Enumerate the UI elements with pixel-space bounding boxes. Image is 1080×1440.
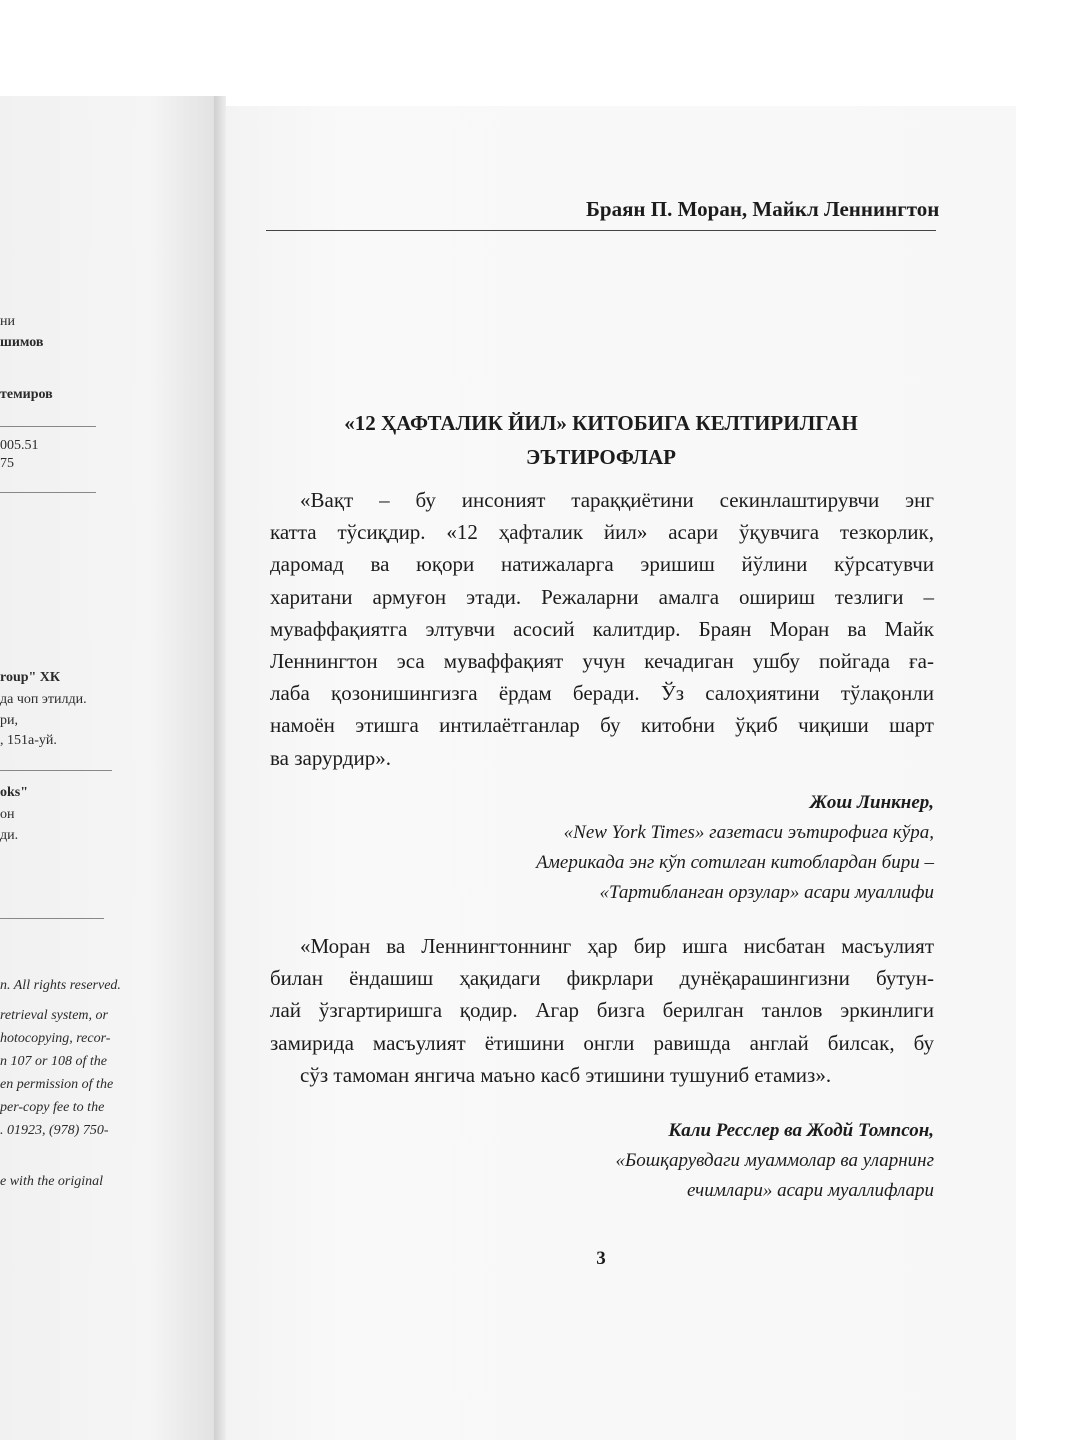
- left-page-line: 005.51: [0, 438, 39, 453]
- left-page-line: он: [0, 807, 15, 822]
- attribution-name: Жош Линкнер,: [809, 792, 934, 813]
- quote-line: харитани армуғон этади. Режаларни амалга ошириш тезлиги –: [270, 584, 934, 609]
- left-page-line: 75: [0, 456, 14, 471]
- left-page-line: roup" ХК: [0, 670, 61, 685]
- left-page-line: retrieval system, or: [0, 1008, 108, 1023]
- left-page-line: темиров: [0, 387, 53, 402]
- left-page-line: n 107 or 108 of the: [0, 1054, 107, 1069]
- book-gutter: [214, 96, 226, 1440]
- quote-line: «Моран ва Леннингтоннинг ҳар бир ишга нисбатан масъулият: [300, 934, 934, 958]
- left-page-line: , 151а-уй.: [0, 733, 57, 748]
- quote-line: лай ўзгартиришга қодир. Агар бизга берилган танлов эркинлиги: [270, 998, 934, 1023]
- left-page-line: ди.: [0, 828, 19, 843]
- title-line: ЭЪТИРОФЛАР: [525, 445, 677, 469]
- left-page-divider: [0, 426, 96, 427]
- attribution-line: «Бошқарувдаги муаммолар ва уларнинг: [615, 1150, 934, 1171]
- quote-line: «Вақт – бу инсоният тараққиётини секинлаштирувчи энг: [300, 488, 934, 512]
- left-page-line: . 01923, (978) 750-: [0, 1123, 109, 1138]
- left-page-line: hotocopying, recor-: [0, 1031, 111, 1046]
- quote-line: даромад ва юқори натижаларга эришиш йўлини кўрсатувчи: [270, 552, 934, 577]
- quote-paragraph-2: [270, 930, 934, 1091]
- left-page-line: ни: [0, 314, 15, 329]
- attribution-2: [616, 1116, 934, 1206]
- quote-line: муваффақиятга элтувчи асосий калитдир. Браян Моран ва Майк: [270, 616, 934, 641]
- attribution-name: Кали Ресслер ва Жодй Томпсон,: [668, 1120, 934, 1141]
- attribution-line: ечимлари» асари муаллифлари: [687, 1180, 934, 1201]
- attribution-1: [536, 788, 934, 908]
- left-page-line: да чоп этилди.: [0, 692, 87, 707]
- running-head-rule: [266, 230, 936, 231]
- left-page-line: per-copy fee to the: [0, 1100, 105, 1115]
- attribution-line: Америкада энг кўп сотилган китоблардан бири –: [536, 852, 934, 873]
- attribution-line: «New York Times» газетаси эътирофига кўра,: [563, 822, 934, 843]
- left-page-line: ри,: [0, 713, 18, 728]
- quote-line: билан ёндашиш ҳақидаги фикрлари дунёқарашингизни бутун-: [270, 966, 934, 991]
- quote-line: катта тўсиқдир. «12 ҳафталик йил» асари ўқувчига тезкорлик,: [270, 520, 934, 545]
- left-facing-page: [0, 96, 214, 1440]
- running-head: Браян П. Моран, Майкл Леннингтон: [586, 197, 940, 221]
- title-line: «12 ҲАФТАЛИК ЙИЛ» КИТОБИГА КЕЛТИРИЛГАН: [344, 411, 858, 435]
- attribution-line: «Тартибланган орзулар» асари муаллифи: [599, 882, 934, 903]
- left-page-line: шимов: [0, 335, 44, 350]
- page-number: 3: [596, 1248, 606, 1269]
- quote-line: ва зарурдир».: [270, 745, 391, 770]
- quote-line: замирида масъулият ётишини онгли равишда англай билсак, бу: [270, 1030, 934, 1055]
- quote-line: Леннингтон эса муваффақият учун кечадиган ушбу пойгада ға-: [270, 649, 934, 674]
- quote-line: сўз тамоман янгича маъно касб этишини тушуниб етамиз».: [300, 1062, 832, 1087]
- left-page-divider: [0, 492, 96, 493]
- quote-line: лаба қозонишингизга ёрдам беради. Ўз салоҳиятини тўлақонли: [270, 681, 934, 706]
- quote-line: намоён этишга интилаётганлар бу китобни ўқиб чиқиши шарт: [270, 713, 934, 738]
- left-page-divider: [0, 770, 112, 771]
- quote-paragraph-1: [270, 484, 934, 774]
- left-page-line: oks": [0, 785, 29, 800]
- left-page-line: e with the original: [0, 1174, 104, 1189]
- left-page-line: n. All rights reserved.: [0, 978, 121, 993]
- left-page-line: en permission of the: [0, 1077, 114, 1092]
- left-page-divider: [0, 918, 104, 919]
- section-title: [268, 406, 934, 474]
